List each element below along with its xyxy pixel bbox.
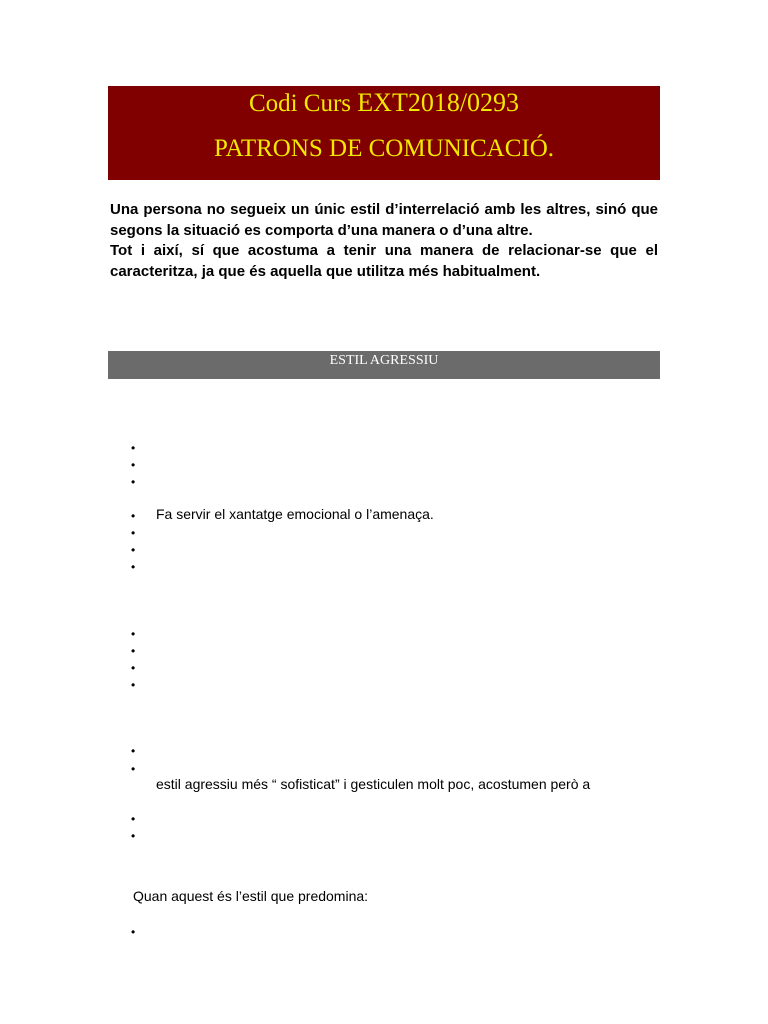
bullet-icon: • <box>131 744 136 758</box>
bullet-icon: • <box>131 812 136 826</box>
bullet-icon: • <box>131 475 136 489</box>
section-heading-estil-agressiu: ESTIL AGRESSIU <box>108 351 660 379</box>
bullet-icon: • <box>131 678 136 692</box>
intro-text <box>110 200 658 282</box>
bullet-icon: • <box>131 925 136 939</box>
list-item-text: Fa servir el xantatge emocional o l’amenaça. <box>156 506 434 522</box>
bullet-icon: • <box>131 509 136 523</box>
bullet-icon: • <box>131 627 136 641</box>
bullet-icon: • <box>131 644 136 658</box>
intro-paragraph-1: Una persona no segueix un únic estil d’interrelació amb les altres, sinó que segons la situació es comporta d’una manera o d’una altre. <box>110 201 658 239</box>
bullet-icon: • <box>131 526 136 540</box>
bullet-icon: • <box>131 441 136 455</box>
course-code: EXT2018/0293 <box>357 88 520 117</box>
bullet-icon: • <box>131 458 136 472</box>
course-code-prefix: Codi Curs <box>248 90 358 117</box>
bullet-icon: • <box>131 560 136 574</box>
bullet-icon: • <box>131 661 136 675</box>
course-header <box>108 86 660 180</box>
intro-paragraph-2: Tot i així, sí que acostuma a tenir una manera de relacionar-se que el caracteritza, ja que és aquella que utilitza més habitualment. <box>110 242 658 280</box>
bullet-icon: • <box>131 762 136 776</box>
predominance-text: Quan aquest és l’estil que predomina: <box>133 888 369 904</box>
course-code-line <box>108 88 660 119</box>
list-item-text: estil agressiu més “ sofisticat” i gesticulen molt poc, acostumen però a <box>156 776 591 792</box>
document-title: PATRONS DE COMUNICACIÓ. <box>213 135 555 162</box>
bullet-icon: • <box>131 829 136 843</box>
bullet-icon: • <box>131 543 136 557</box>
